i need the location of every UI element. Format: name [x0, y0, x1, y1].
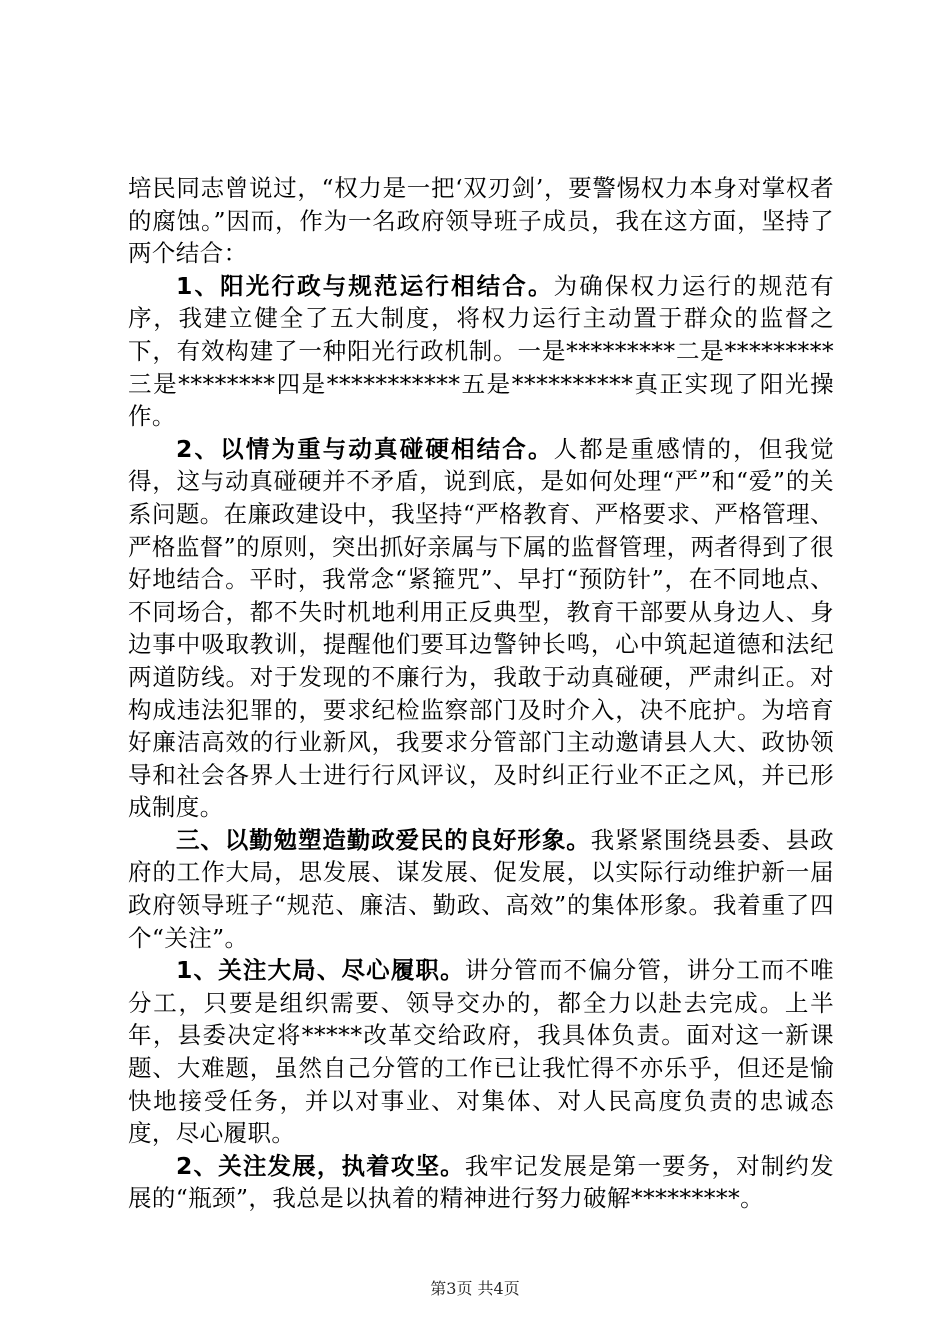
paragraph-heading: 1、关注大局、尽心履职。 [176, 956, 465, 985]
paragraph-text: 我紧紧围绕县委、县政府的工作大局，思发展、谋发展、促发展，以实际行动维护新一届政府领导班子“规范、廉洁、勤政、高效”的集体形象。我着重了四个“关注”。 [128, 825, 835, 952]
paragraph-heading: 三、以勤勉塑造勤政爱民的良好形象。 [176, 825, 591, 854]
paragraph-text: 人都是重感情的，但我觉得，这与动真碰硬并不矛盾，说到底，是如何处理“严”和“爱”的关系问题。在廉政建设中，我坚持“严格教育、严格要求、严格管理、严格监督”的原则，突出抓好亲属与下属的监督管理，两者得到了很好地结合。平时，我常念“紧箍咒”、早打“预防针”，在不同地点、不同场合，都不失时机地利用正反典型，教育干部要从身边人、身边事中吸取教训，提醒他们要耳边警钟长鸣，心中筑起道德和法纪两道防线。对于发现的不廉行为，我敢于动真碰硬，严肃纠正。对构成违法犯罪的，要求纪检监察部门及时介入，决不庇护。为培育好廉洁高效的行业新风，我要求分管部门主动邀请县人大、政协领导和社会各界人士进行行风评议，及时纠正行业不正之风，并已形成制度。 [128, 434, 834, 822]
paragraph-text: 讲分管而不偏分管，讲分工而不唯分工，只要是组织需要、领导交办的，都全力以赴去完成。上半年，县委决定将*****改革交给政府，我具体负责。面对这一新课题、大难题，虽然自己分管的工作已让我忙得不亦乐乎，但还是愉快地接受任务，并以对事业、对集体、对人民高度负责的忠诚态度，尽心履职。 [128, 956, 834, 1148]
paragraph-emotion-and-firmness [128, 433, 834, 824]
paragraph-sunshine-administration [128, 270, 834, 433]
page-number-footer: 第3页 共4页 [430, 1279, 520, 1298]
paragraph-intro [128, 172, 834, 270]
paragraph-heading: 2、关注发展，执着攻坚。 [176, 1151, 465, 1180]
paragraph-focus-overall [128, 954, 834, 1150]
paragraph-text: 为确保权力运行的规范有序，我建立健全了五大制度，将权力运行主动置于群众的监督之下，有效构建了一种阳光行政机制。一是*********二是*********三是********四是***********五是**********真正实现了阳光操作。 [128, 271, 834, 431]
paragraph-text: 我牢记发展是第一要务，对制约发展的“瓶颈”，我总是以执着的精神进行努力破解*********。 [128, 1151, 834, 1213]
paragraph-heading: 2、以情为重与动真碰硬相结合。 [176, 434, 554, 463]
paragraph-heading: 1、阳光行政与规范运行相结合。 [176, 271, 554, 300]
document-body [128, 172, 834, 1215]
paragraph-text: 培民同志曾说过，“权力是一把‘双刃剑’，要警惕权力本身对掌权者的腐蚀。”因而，作为一名政府领导班子成员，我在这方面，坚持了两个结合： [128, 174, 834, 268]
paragraph-focus-development [128, 1150, 834, 1215]
paragraph-section-three [128, 824, 834, 954]
